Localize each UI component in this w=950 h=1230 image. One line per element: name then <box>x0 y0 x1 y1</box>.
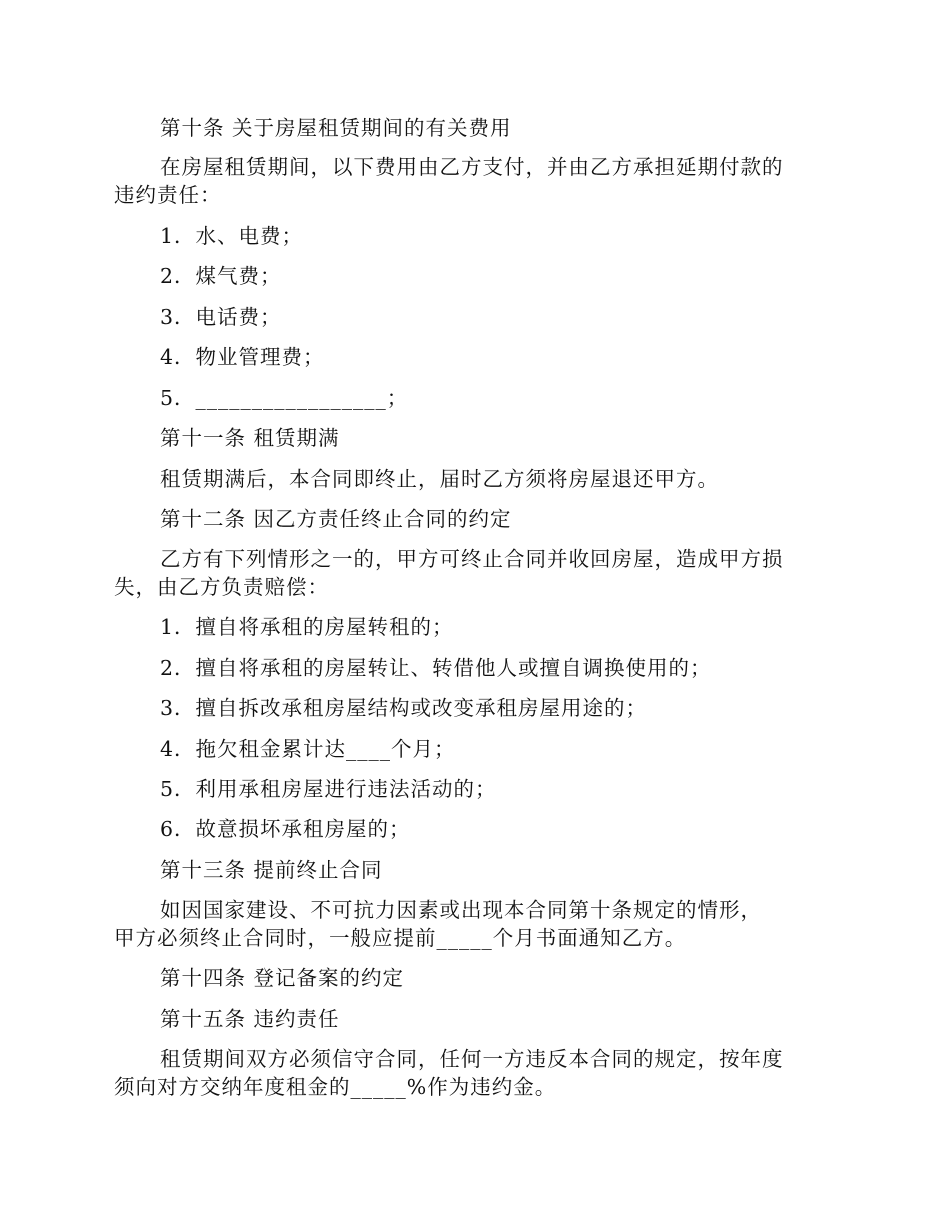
article-12-item-3: 3．擅自拆改承租房屋结构或改变承租房屋用途的； <box>160 696 648 720</box>
article-12-item-1: 1．擅自将承租的房屋转租的； <box>160 615 454 639</box>
article-13-heading: 第十三条 提前终止合同 <box>160 858 383 882</box>
article-11-text: 租赁期满后，本合同即终止，届时乙方须将房屋退还甲方。 <box>160 467 719 491</box>
article-10-item-2: 2．煤气费； <box>160 264 282 288</box>
article-10-item-4: 4．物业管理费； <box>160 345 325 369</box>
article-12-item-4: 4．拖欠租金累计达____个月； <box>160 737 456 761</box>
article-10-intro-line-2: 违约责任： <box>114 183 222 207</box>
article-12-heading: 第十二条 因乙方责任终止合同的约定 <box>160 507 512 531</box>
article-10-item-5: 5．_________________； <box>160 386 409 410</box>
article-12-intro-line-1: 乙方有下列情形之一的，甲方可终止合同并收回房屋，造成甲方损 <box>160 547 784 571</box>
article-10-heading: 第十条 关于房屋租赁期间的有关费用 <box>160 116 512 140</box>
article-12-item-5: 5．利用承租房屋进行违法活动的； <box>160 777 497 801</box>
article-13-line-1: 如因国家建设、不可抗力因素或出现本合同第十条规定的情形， <box>160 898 762 922</box>
article-10-item-3: 3．电话费； <box>160 305 282 329</box>
article-13-line-2: 甲方必须终止合同时，一般应提前_____个月书面通知乙方。 <box>114 926 687 950</box>
article-10-intro-line-1: 在房屋租赁期间，以下费用由乙方支付，并由乙方承担延期付款的 <box>160 155 784 179</box>
article-15-line-2: 须向对方交纳年度租金的_____%作为违约金。 <box>114 1075 557 1099</box>
article-11-heading: 第十一条 租赁期满 <box>160 426 340 450</box>
article-14-heading: 第十四条 登记备案的约定 <box>160 966 405 990</box>
article-15-heading: 第十五条 违约责任 <box>160 1007 340 1031</box>
article-12-intro-line-2: 失，由乙方负责赔偿： <box>114 575 329 599</box>
article-12-item-2: 2．擅自将承租的房屋转让、转借他人或擅自调换使用的； <box>160 656 712 680</box>
article-12-item-6: 6．故意损坏承租房屋的； <box>160 817 411 841</box>
article-15-line-1: 租赁期间双方必须信守合同，任何一方违反本合同的规定，按年度 <box>160 1047 784 1071</box>
article-10-item-1: 1．水、电费； <box>160 224 304 248</box>
